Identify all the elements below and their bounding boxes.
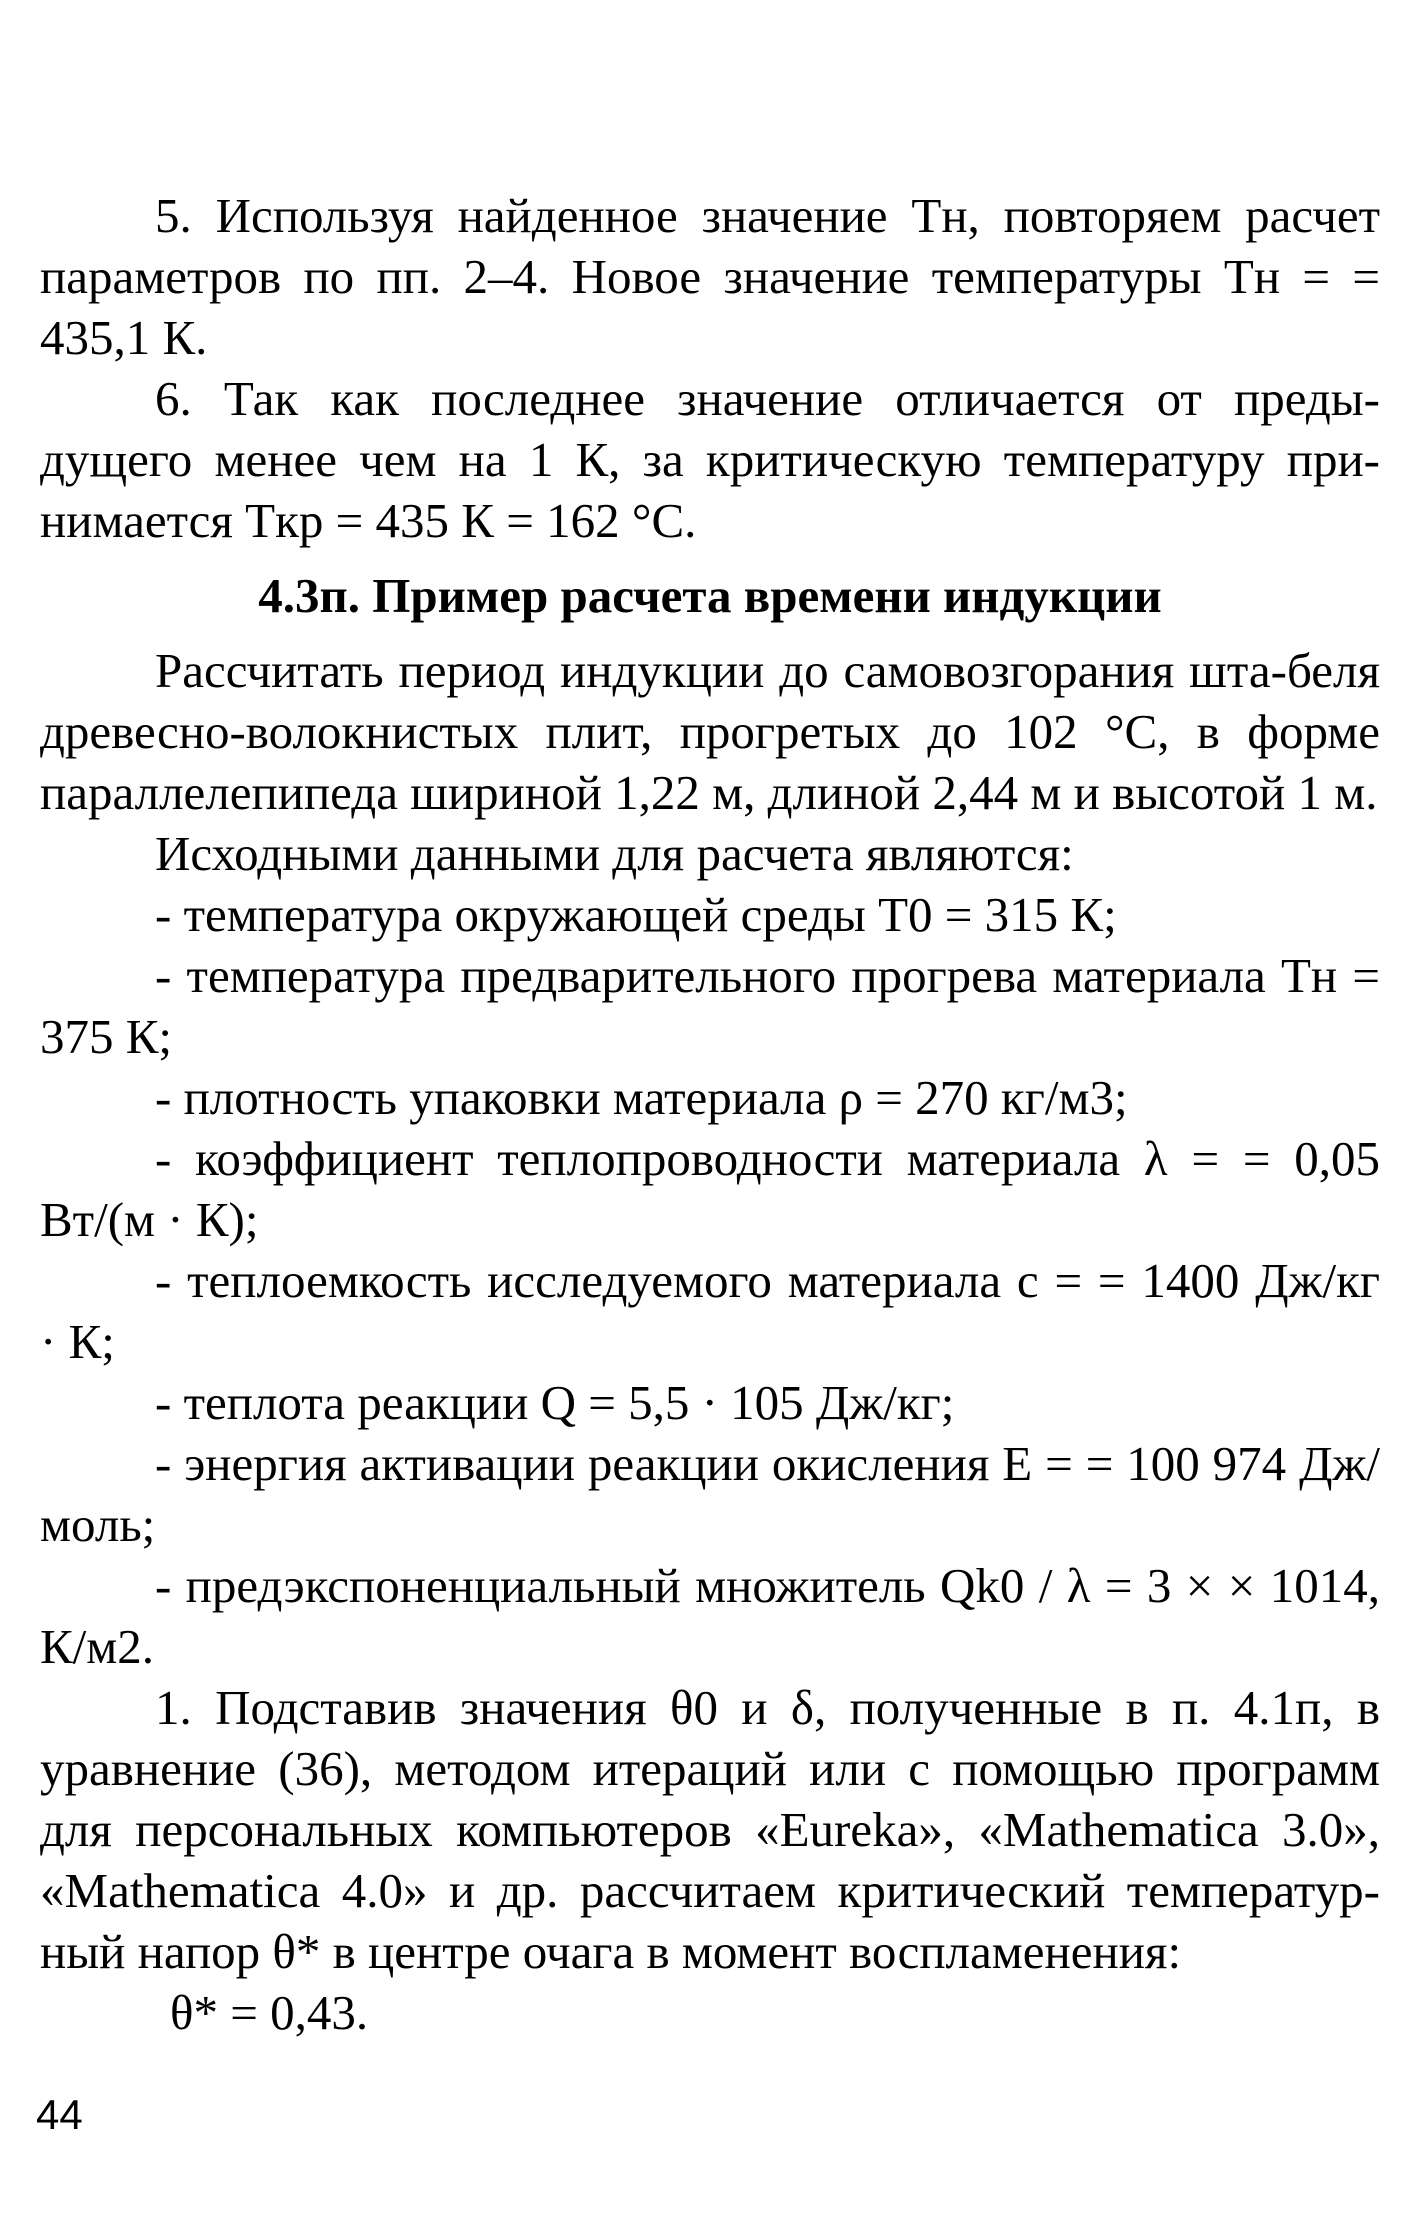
task-paragraph: Рассчитать период индукции до самовозгорания шта-беля древесно-волокнистых плит, прогретых до 102 °С, в форме параллелепипеда шириной 1,22 м, длиной 2,44 м и высотой 1 м.	[40, 643, 1380, 820]
input-preheat-temperature: - температура предварительного прогрева материала Tн = 375 К;	[40, 948, 1380, 1064]
input-reaction-heat: - теплота реакции Q = 5,5 · 105 Дж/кг;	[155, 1375, 955, 1430]
input-density: - плотность упаковки материала ρ = 270 кг/м3;	[155, 1070, 1128, 1125]
input-intro: Исходными данными для расчета являются:	[155, 826, 1074, 881]
input-ambient-temperature: - температура окружающей среды T0 = 315 К;	[155, 887, 1117, 942]
input-preexponential-factor: - предэкспоненциальный множитель Qk0 / λ = 3 × × 1014, К/м2.	[40, 1558, 1380, 1674]
input-activation-energy: - энергия активации реакции окисления E = = 100 974 Дж/моль;	[40, 1436, 1380, 1552]
result-formula: θ* = 0,43.	[170, 1985, 369, 2040]
section-heading: 4.3п. Пример расчета времени индукции	[258, 568, 1162, 623]
paragraph-step-6: 6. Так как последнее значение отличается от преды-дущего менее чем на 1 К, за критическую температуру при-нимается Tкр = 435 К = 162 °С.	[40, 371, 1380, 548]
page-number: 44	[36, 2091, 83, 2138]
page-text	[40, 185, 1380, 2043]
input-thermal-conductivity: - коэффициент теплопроводности материала λ = = 0,05 Вт/(м · К);	[40, 1131, 1380, 1247]
paragraph-step-5: 5. Используя найденное значение Tн, повторяем расчет параметров по пп. 2–4. Новое значение температуры Tн = = 435,1 К.	[40, 188, 1380, 365]
paragraph-step-1: 1. Подставив значения θ0 и δ, полученные в п. 4.1п, в уравнение (36), методом итераций или с помощью программ для персональных компьютеров «Eureka», «Mathematica 3.0», «Mathematica 4.0» и др. рассчитаем критический температур-ный напор θ* в центре очага в момент воспламенения:	[40, 1680, 1380, 1979]
input-heat-capacity: - теплоемкость исследуемого материала c = = 1400 Дж/кг · К;	[40, 1253, 1380, 1369]
